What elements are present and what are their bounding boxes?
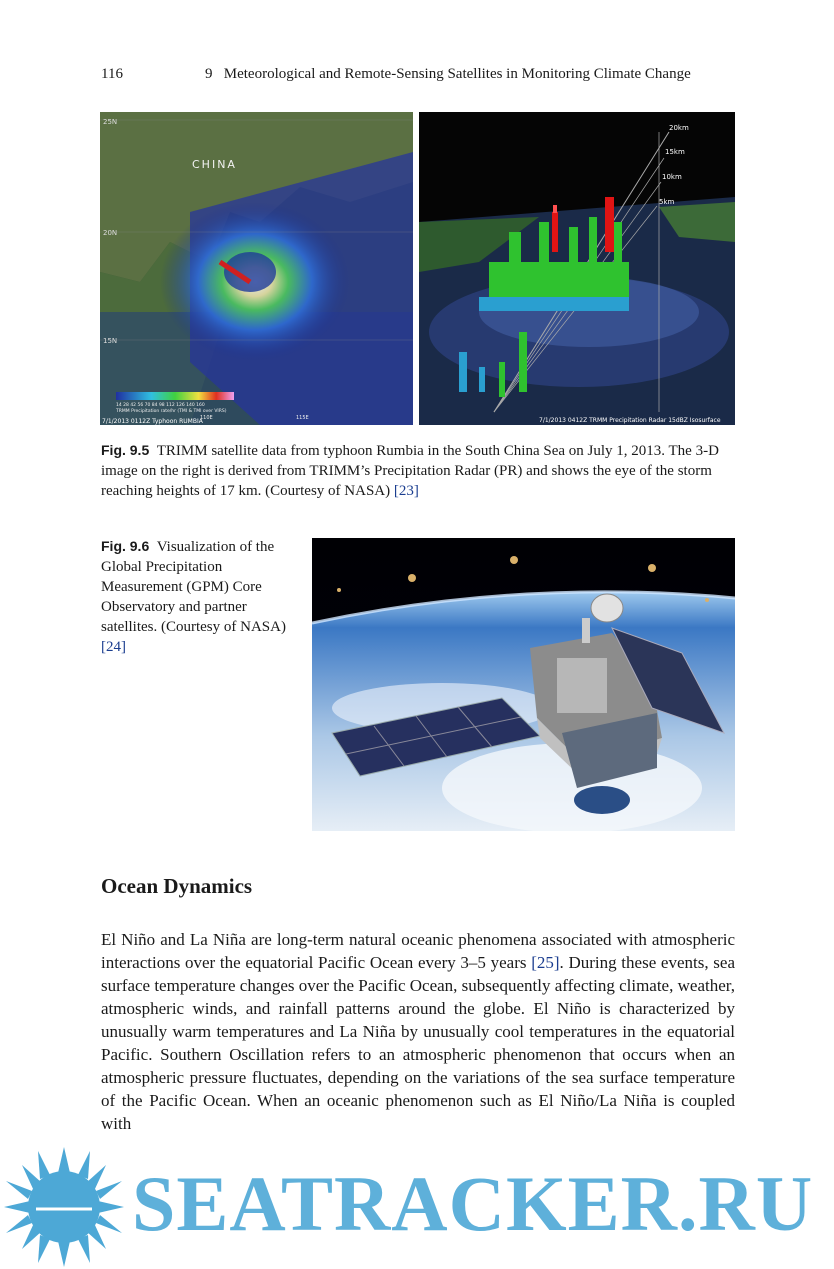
height-label-5km: 5km xyxy=(659,198,675,206)
reference-link-23[interactable]: [23] xyxy=(393,483,419,499)
figure-9-5-caption-text: TRIMM satellite data from typhoon Rumbia in the South China Sea on July 1, 2013. The 3-D image on the right is derived from TRIMM’s Precipitation Radar (PR) and shows the eye of the storm reaching heights of 17 km. (Courtesy of NASA) xyxy=(101,443,719,499)
body-paragraph-part-2: . During these events, sea surface temperature changes over the Pacific Ocean, subsequently affecting climate, weather, atmospheric winds, and rainfall patterns around the globe. El Niño is characterized by unusually warm temperatures and La Niña by unusually cool temperatures in the equatorial Pacific. Southern Oscillation refers to an atmospheric phenomenon that occurs when an atmospheric pressure fluctuates, depending on the variations of the sea surface temperature of the Pacific Ocean. When an oceanic phenomenon such as El Niño/La Niña is coupled with xyxy=(101,953,735,1133)
body-paragraph-part-1: El Niño and La Niña are long-term natural oceanic phenomena associated with atmospheric interactions over the equatorial Pacific Ocean every 3–5 years xyxy=(101,930,735,972)
page-number: 116 xyxy=(101,66,123,82)
radar-stamp: 7/1/2013 0412Z TRMM Precipitation Radar 15dBZ Isosurface xyxy=(539,417,721,424)
body-paragraph xyxy=(101,928,735,1135)
lon-label: 110E xyxy=(200,415,213,421)
height-label-10km: 10km xyxy=(662,173,682,181)
legend-caption: TRMM Precipitation rate/hr (TMI & TMI over VIRS) xyxy=(116,409,227,414)
reference-link-24[interactable]: [24] xyxy=(101,639,126,655)
rainfall-map-graphic xyxy=(100,112,413,425)
radar-3d-graphic xyxy=(419,112,735,425)
country-label: CHINA xyxy=(192,158,237,171)
precipitation-legend-bar xyxy=(116,392,234,400)
reference-link-25[interactable]: [25] xyxy=(531,953,560,972)
chapter-title: 9 Meteorological and Remote-Sensing Satellites in Monitoring Climate Change xyxy=(205,66,691,82)
sun-logo-icon xyxy=(0,1147,128,1267)
watermark xyxy=(0,1145,834,1269)
antenna-dish xyxy=(591,594,623,622)
figure-9-6-caption xyxy=(101,536,291,657)
figure-9-6-label: Fig. 9.6 xyxy=(101,538,150,554)
figure-9-5-radar-3d xyxy=(419,112,735,425)
watermark-text: SEATRACKER.RU xyxy=(132,1160,814,1247)
lat-label-15: 15N xyxy=(103,337,118,345)
height-label-20km: 20km xyxy=(669,124,689,132)
section-heading: Ocean Dynamics xyxy=(101,874,253,898)
figure-9-6-gpm-observatory xyxy=(312,538,735,831)
map-stamp: 7/1/2013 0112Z Typhoon RUMBIA xyxy=(102,418,203,425)
height-label-15km: 15km xyxy=(665,148,685,156)
lat-label-20: 20N xyxy=(103,229,118,237)
figure-9-6-caption-text: Visualization of the Global Precipitation Measurement (GPM) Core Observatory and partner satellites. (Courtesy of NASA) xyxy=(101,539,286,635)
figure-9-5-rainfall-map xyxy=(100,112,413,425)
figure-9-5-caption xyxy=(101,440,735,501)
lon-label-2: 115E xyxy=(296,415,309,421)
gpm-observatory-graphic xyxy=(312,538,735,831)
lat-label-25: 25N xyxy=(103,118,118,126)
legend-scale: 14 28 42 56 70 84 98 112 126 140 160 xyxy=(116,403,205,408)
figure-9-5-label: Fig. 9.5 xyxy=(101,442,150,458)
